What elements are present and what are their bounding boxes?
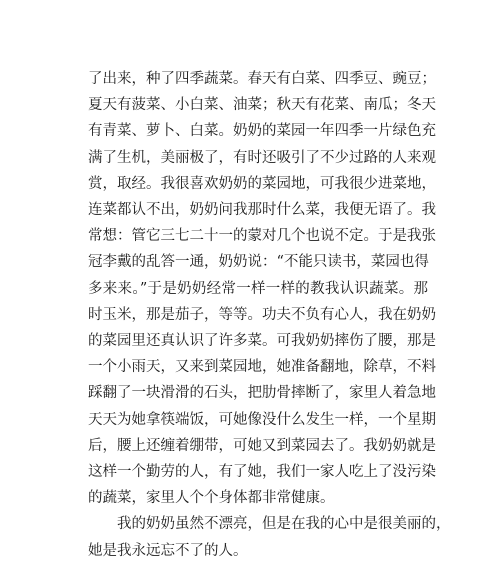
text-line: 了出来，种了四季蔬菜。春天有白菜、四季豆、豌豆；	[88, 71, 436, 87]
text-line: 满了生机，美丽极了，有时还吸引了不少过路的人来观	[88, 149, 436, 166]
text-line: 多来来。”于是奶奶经常一样一样的教我认识蔬菜。那	[88, 280, 428, 297]
text-line: 的菜园里还真认识了许多菜。可我奶奶摔伤了腰，那是	[88, 333, 436, 350]
text-line: 踩翻了一块滑滑的石头，把肋骨摔断了，家里人着急地	[88, 385, 436, 402]
paragraph-1	[88, 66, 436, 511]
text-line: 我的奶奶虽然不漂亮，但是在我的心中是很美丽的，	[88, 516, 451, 533]
text-line: 夏天有菠菜、小白菜、油菜；秋天有花菜、南瓜；冬天	[88, 97, 436, 114]
text-line-last: 她是我永远忘不了的人。	[88, 542, 248, 559]
text-line: 后，腰上还缠着绷带，可她又到菜园去了。我奶奶就是	[88, 437, 436, 454]
text-line: 冠李戴的乱答一通，奶奶说：“不能只读书，菜园也得	[88, 254, 429, 271]
paragraph-2	[88, 511, 451, 563]
text-line: 这样一个勤劳的人，有了她，我们一家人吃上了没污染	[88, 464, 436, 481]
text-line: 赏，取经。我很喜欢奶奶的菜园地，可我很少进菜地，	[88, 175, 436, 192]
text-line: 天天为她拿筷端饭，可她像没什么发生一样，一个星期	[88, 411, 436, 428]
text-line: 有青菜、萝卜、白菜。奶奶的菜园一年四季一片绿色充	[88, 123, 436, 140]
text-line: 常想：管它三七二十一的蒙对几个也说不定。于是我张	[88, 228, 436, 245]
text-line: 一个小雨天，又来到菜园地，她准备翻地，除草，不料	[88, 359, 436, 376]
text-line-last: 的蔬菜，家里人个个身体都非常健康。	[88, 490, 335, 507]
text-line: 时玉米，那是茄子，等等。功夫不负有心人，我在奶奶	[88, 306, 436, 323]
essay-text	[88, 66, 451, 564]
text-line: 连菜都认不出，奶奶问我那时什么菜，我便无语了。我	[88, 202, 436, 219]
